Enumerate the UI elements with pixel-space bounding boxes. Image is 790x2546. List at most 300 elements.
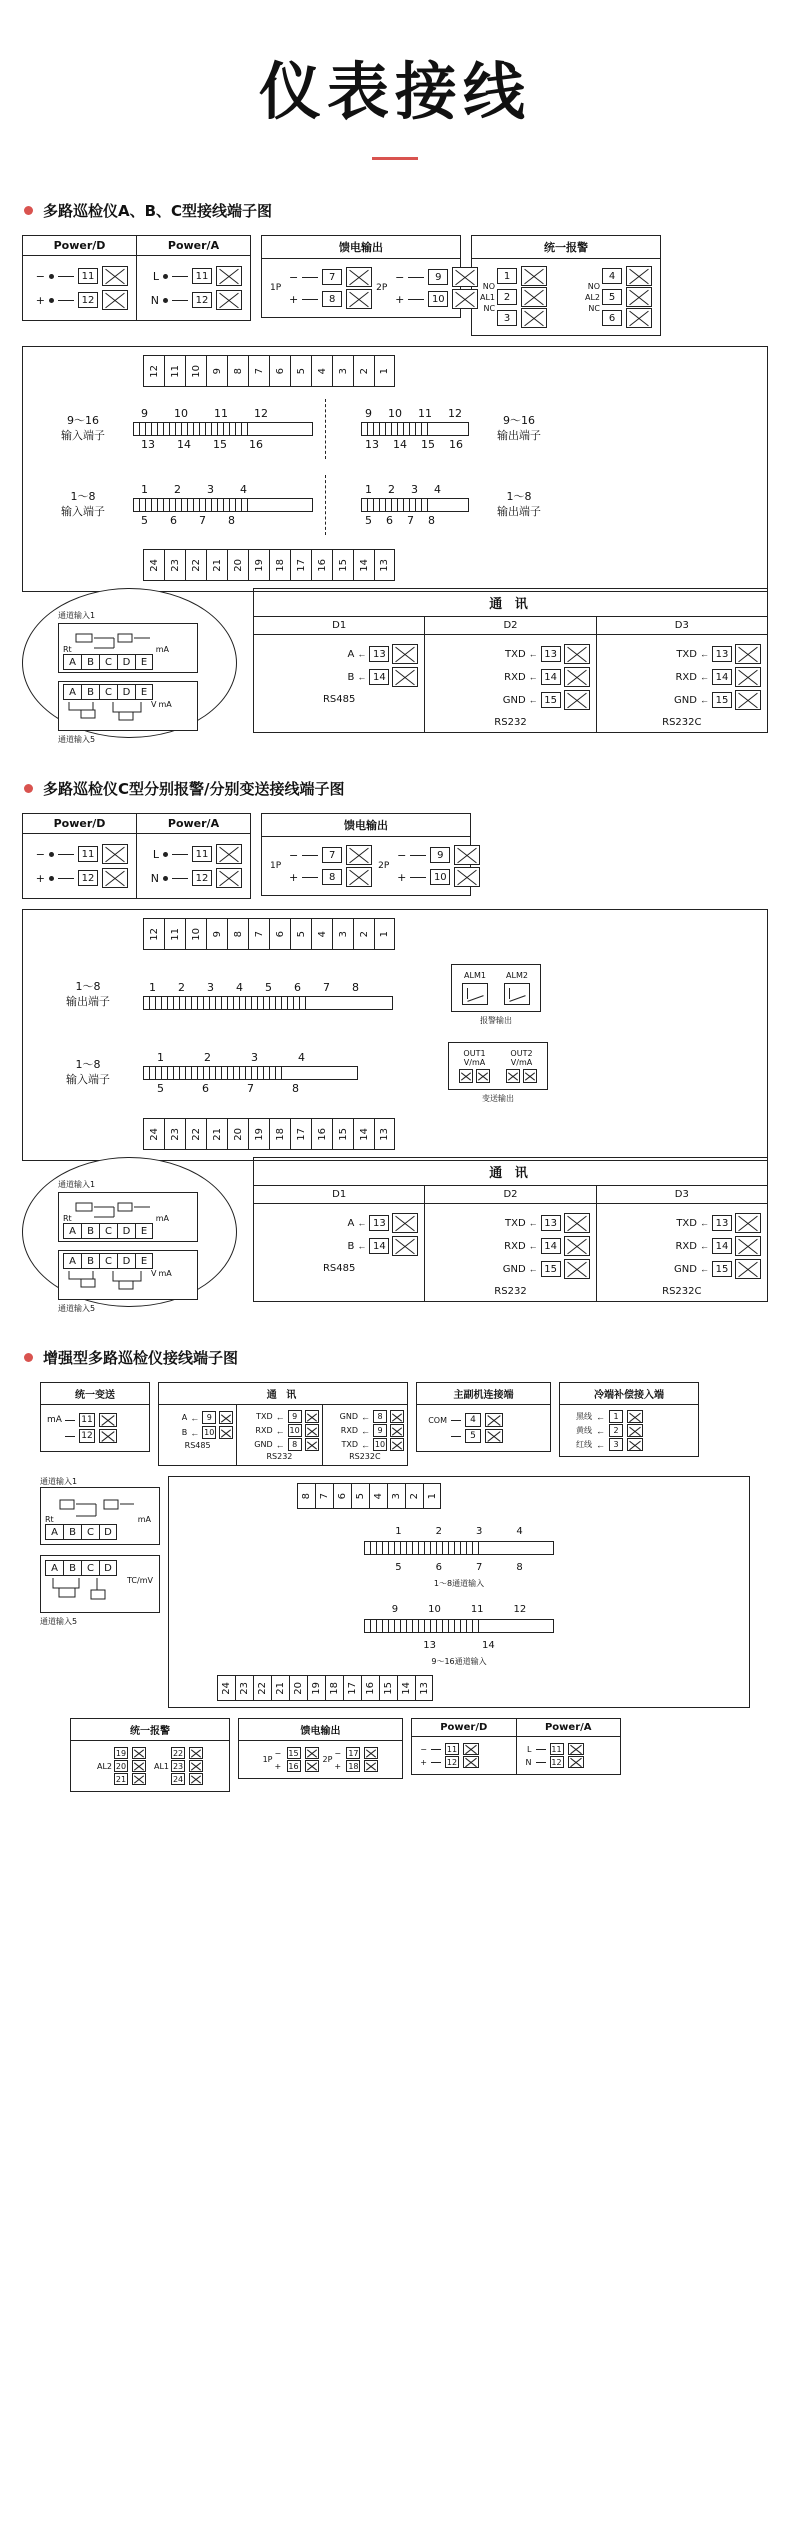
terminal-number: 9 [430,847,450,863]
power-card-1 [22,235,251,321]
terminal-dot-icon [49,852,54,857]
signal-name: TXD [256,1412,273,1421]
terminal-cell [353,1118,374,1150]
terminal-cell [206,549,227,581]
arrow-icon: ← [699,1218,709,1228]
relay-icon [504,983,530,1005]
terminal-row [114,1773,146,1785]
terminal-cell [185,1118,206,1150]
feed-output-card-2 [261,813,471,896]
terminal-number: 14 [177,438,191,451]
screw-terminal-icon [627,1410,643,1423]
signal-name: TXD [676,1217,697,1229]
terminal-cell [143,549,164,581]
bullet-icon [24,206,33,215]
terminal-row [31,868,128,888]
signal-name: GND [339,1412,358,1421]
arrow-icon: ← [699,1264,709,1274]
comm-col-header: D3 [597,1186,767,1204]
input-range-label-9-16: 9～16通道输入 [431,1657,487,1666]
screw-terminal-icon [626,287,652,307]
terminal-cell [351,1483,369,1509]
comm-row [326,1410,404,1423]
unified-alarm-title: 统一报警 [472,236,660,259]
terminal-row [145,844,242,864]
terminal-number: 10 [204,1428,215,1437]
terminal-number: 7 [407,514,414,527]
bullet-icon [24,1353,33,1362]
terminal-cell [423,1483,441,1509]
terminal-cell [369,1483,387,1509]
lead-line [408,277,424,278]
terminal-number: 2 [358,367,370,375]
terminal-number: 12 [448,407,462,420]
alarm-contact-label: NO [587,281,600,291]
output-pin-strip-9-16 [361,422,469,436]
signal-label: + [334,1761,342,1771]
rt-label: Rt [45,1515,54,1524]
terminal-cell [332,1118,353,1150]
terminal-number: 19 [253,558,265,572]
terminal-number: 20 [115,1761,127,1771]
lead-line [302,299,318,300]
terminal-number: 12 [254,407,268,420]
terminal-number: 9 [428,269,448,285]
terminal-dot-icon [163,298,168,303]
feed-output-title: 馈电输出 [262,814,470,837]
terminal-number: 10 [430,869,450,885]
terminal-row [417,1756,511,1768]
terminal-number: 7 [322,269,342,285]
arrow-icon: ← [190,1427,200,1438]
comm-col-footer: RS232 [494,1286,527,1297]
terminal-cell [311,918,332,950]
lead-line [172,854,188,855]
comm-col-d2 [425,1186,596,1301]
terminal-number: 4 [240,483,247,496]
terminal-number: 5 [395,1562,402,1573]
terminal-row [522,1743,616,1755]
power-card-3 [411,1718,621,1775]
terminal-number: 5 [295,930,307,938]
signal-label: + [288,292,299,306]
terminal-letter: B [81,1223,99,1239]
screw-terminal-icon [521,287,547,307]
terminal-cell [290,549,311,581]
cold-junction-card [559,1382,699,1457]
terminal-cell [269,355,290,387]
terminal-cell [217,1675,235,1701]
arrow-icon: ← [699,695,709,705]
signal-label: L [152,847,159,861]
terminal-number: 13 [712,1215,732,1231]
terminal-number: 5 [265,980,272,994]
terminal-number: 3 [337,367,349,375]
signal-name: GND [674,1263,697,1275]
arrow-icon: ← [528,695,538,705]
terminal-number: 13 [369,646,389,662]
ma-label: mA [155,645,169,654]
comm-table-1 [253,588,768,733]
channel-input-panel-3 [40,1476,160,1627]
screw-terminal-icon [626,266,652,286]
signal-name: RXD [675,1240,697,1252]
signal-name: B [347,1240,355,1252]
power-a-title: Power/A [517,1719,621,1737]
terminal-number: 19 [311,1681,322,1695]
terminal-number: 1 [365,483,372,496]
signal-label: − [274,1748,282,1758]
terminal-cell [164,1118,185,1150]
terminal-row [31,290,128,310]
arrow-icon: ← [528,1218,538,1228]
terminal-row [566,1438,692,1451]
screw-terminal-icon [521,308,547,328]
screw-terminal-icon [219,1426,233,1439]
arrow-icon: ← [275,1439,285,1450]
terminal-row [114,1760,146,1772]
lead-line [58,276,74,277]
lead-line [536,1749,546,1750]
screw-terminal-icon [392,1213,418,1233]
terminal-row [602,287,652,307]
input-terminal-label-1-8: 1～8 输入端子 [61,490,105,518]
terminal-number: 18 [274,558,286,572]
wiring-lines-icon [45,1576,125,1606]
terminal-number: 3 [497,310,517,326]
alarm-name: ALM2 [506,971,528,980]
terminal-letters-abcd [45,1560,155,1576]
screw-terminal-icon [564,1213,590,1233]
terminal-number: 20 [232,1127,244,1141]
feed-group-label: 2P [376,283,388,293]
comm-col-footer: RS485 [184,1441,211,1450]
section3-top-cards [40,1382,750,1466]
screw-terminal-icon [735,1259,761,1279]
terminal-cell [248,355,269,387]
terminal-number: 14 [541,1238,561,1254]
screw-terminal-icon [506,1069,520,1083]
comm-row [326,1424,404,1437]
terminal-dot-icon [49,876,54,881]
output-unit: V/mA [463,1058,486,1067]
section-1-label: 多路巡检仪A、B、C型接线端子图 [43,202,273,220]
alarm-name: AL1 [154,1761,170,1771]
ma-label: mA [155,1214,169,1223]
terminal-number: 6 [294,980,301,994]
arrow-icon: ← [357,1241,367,1251]
terminal-row [47,1429,143,1443]
terminal-number: 8 [322,291,342,307]
terminal-number: 12 [78,292,98,308]
terminal-row [497,266,547,286]
terminal-number: 13 [712,646,732,662]
terminal-cell [164,918,185,950]
unified-alarm-card-1 [471,235,661,336]
terminal-cell [353,918,374,950]
arrow-icon: ← [699,672,709,682]
terminal-number: 18 [348,1761,359,1771]
screw-terminal-icon [627,1424,643,1437]
terminal-number: 15 [383,1681,394,1695]
screw-terminal-icon [454,867,480,887]
alarm-name: AL1 [480,292,496,302]
terminal-number: 16 [316,1127,328,1141]
terminal-cell [415,1675,433,1701]
terminal-number: 17 [295,1127,307,1141]
channel-input-1-label: 通道输入1 [58,1180,96,1189]
terminal-number: 2 [409,1492,420,1500]
signal-name: RXD [504,1240,526,1252]
transmit-output-label: 变送输出 [482,1094,514,1103]
signal-name: GND [502,694,526,706]
terminal-number: 13 [541,1215,561,1231]
rt-label: Rt [63,1214,72,1223]
arrow-icon: ← [596,1425,605,1436]
terminal-cell [315,1483,333,1509]
terminal-letter: C [81,1524,99,1540]
terminal-number: 14 [393,438,407,451]
terminal-number: 9 [211,367,223,375]
signal-name: RXD [255,1426,273,1435]
terminal-cell [206,918,227,950]
arrow-icon: ← [357,1218,367,1228]
terminal-number: 12 [551,1757,562,1767]
bullet-icon [24,784,33,793]
terminal-row [47,1413,143,1427]
channel-input-5-label: 通道输入5 [58,1304,96,1313]
terminal-row [602,308,652,328]
alarm-contact-label: NO [482,281,496,291]
terminal-number: 11 [418,407,432,420]
comm-row [240,1438,318,1451]
signal-label: + [35,871,45,885]
terminal-letters-abcde [63,1253,193,1269]
arrow-icon: ← [361,1425,370,1436]
terminal-number: 22 [190,1127,202,1141]
screw-terminal-icon [459,1069,473,1083]
signal-name: A [181,1413,188,1422]
tc-mv-label: TC/mV [127,1576,153,1585]
feed-group-label: 1P [270,283,282,293]
screw-terminal-icon [216,266,242,286]
power-d-title: Power/D [412,1719,516,1737]
cold-junction-title: 冷端补偿接入端 [560,1383,698,1405]
terminal-number: 21 [275,1681,286,1695]
terminal-number: 3 [251,1051,258,1064]
terminal-number: 8 [428,514,435,527]
terminal-number: 14 [712,1238,732,1254]
terminal-number: 3 [476,1526,483,1537]
terminal-number: 13 [369,1215,389,1231]
comm-title: 通 讯 [159,1383,407,1405]
terminal-letter: A [63,654,81,670]
signal-label: − [420,1744,427,1754]
channel-wiring-diagram-bottom [58,681,198,731]
terminal-number: 12 [192,870,212,886]
section-3-label: 增强型多路巡检仪接线端子图 [43,1349,239,1367]
terminal-number: 14 [482,1640,495,1651]
feed-group-label: 1P [270,861,282,871]
terminal-letter: E [135,684,153,700]
input-pin-strip-9-16 [133,422,313,436]
comm-table-2 [253,1157,768,1302]
terminal-number: 15 [337,558,349,572]
terminal-cell [311,549,332,581]
terminal-cell [374,918,395,950]
terminal-letter: B [81,654,99,670]
alarm-output-box [451,964,541,1012]
terminal-number: 9 [365,407,372,420]
terminal-row [275,1760,319,1772]
terminal-row [145,290,242,310]
power-d-title: Power/D [23,236,136,256]
screw-terminal-icon [99,1429,117,1443]
terminal-number: 22 [172,1748,184,1758]
terminal-letter: B [81,1253,99,1269]
signal-name: RXD [675,671,697,683]
terminal-number: 15 [213,438,227,451]
terminal-letter: B [63,1560,81,1576]
screw-terminal-icon [390,1410,404,1423]
terminal-number: 13 [365,438,379,451]
bottom-terminal-strip-3 [217,1675,741,1701]
terminal-number: 14 [369,1238,389,1254]
channel-wiring-diagram-top [58,1192,198,1242]
terminal-row [566,1410,692,1423]
terminal-cell [269,549,290,581]
terminal-number: 24 [148,1127,160,1141]
terminal-number: 6 [202,1082,209,1095]
channel-input-callout-1 [22,588,237,744]
comm-col-d3 [597,1186,767,1301]
terminal-number: 7 [199,514,206,527]
terminal-cell [185,549,206,581]
terminal-number: 6 [386,514,393,527]
terminal-number: 6 [170,514,177,527]
screw-terminal-icon [735,690,761,710]
lead-line [58,300,74,301]
terminal-number: 5 [365,514,372,527]
terminal-number: 3 [337,930,349,938]
screw-terminal-icon [392,644,418,664]
section-2-label: 多路巡检仪C型分别报警/分别变送接线端子图 [43,780,345,798]
terminal-cell [332,918,353,950]
signal-name: B [347,671,355,683]
terminal-row [171,1747,203,1759]
power-card-2 [22,813,251,899]
signal-label: − [288,848,299,862]
terminal-number: 16 [449,438,463,451]
screw-terminal-icon [346,267,372,287]
screw-terminal-icon [523,1069,537,1083]
divider [325,475,349,535]
wire-color-label: 黑线 [576,1412,592,1421]
terminal-number: 15 [541,692,561,708]
screw-terminal-icon [392,1236,418,1256]
comm-col-d3 [597,617,767,732]
comm-row [260,1236,418,1256]
screw-terminal-icon [346,289,372,309]
screw-terminal-icon [568,1756,584,1768]
terminal-cell [353,355,374,387]
terminal-number: 16 [288,1761,299,1771]
comm-col-footer: RS485 [322,1263,356,1274]
comm-row [603,690,761,710]
terminal-number: 24 [148,558,160,572]
terminal-number: 9 [211,930,223,938]
terminal-number: 13 [423,1640,436,1651]
bottom-terminal-strip-2 [143,1118,757,1150]
terminal-number: 1 [141,483,148,496]
terminal-number: 11 [78,846,98,862]
terminal-cell [353,549,374,581]
terminal-number: 14 [401,1681,412,1695]
signal-label: − [397,848,407,862]
terminal-number: 13 [541,646,561,662]
lead-line [302,855,318,856]
terminal-number: 7 [253,367,265,375]
alarm-contact-label: NC [483,303,496,313]
terminal-number: 13 [141,438,155,451]
terminal-cell [289,1675,307,1701]
terminal-number: 18 [274,1127,286,1141]
comm-col-header: D1 [254,1186,424,1204]
comm-col-d3 [323,1405,407,1465]
terminal-cell [206,1118,227,1150]
terminal-number: 7 [322,847,342,863]
terminal-number: 4 [465,1413,481,1427]
terminal-cell [325,1675,343,1701]
terminal-row [392,867,480,887]
terminal-cell [253,1675,271,1701]
terminal-number: 8 [301,1492,312,1500]
screw-terminal-icon [216,290,242,310]
section-heading-1 [24,200,790,221]
terminal-number: 2 [435,1526,442,1537]
output-terminal-label-1-8: 1～8 输出端子 [66,980,110,1008]
screw-terminal-icon [305,1747,319,1759]
terminal-cell [227,918,248,950]
terminal-number: 23 [169,558,181,572]
terminal-number: 2 [497,289,517,305]
screw-terminal-icon [390,1424,404,1437]
terminal-number: 11 [470,1604,484,1615]
terminal-number: 1 [426,1492,438,1500]
terminal-number: 8 [373,1410,387,1423]
screw-terminal-icon [485,1429,503,1443]
terminal-number: 4 [316,930,328,938]
power-a-title: Power/A [137,814,250,834]
terminal-row [390,289,478,309]
power-a-title: Power/A [137,236,250,256]
comm-row [603,1236,761,1256]
signal-name: TXD [341,1440,358,1449]
screw-terminal-icon [476,1069,490,1083]
terminal-dot-icon [163,852,168,857]
section-heading-3 [24,1347,790,1368]
arrow-icon: ← [361,1411,370,1422]
feed-group-label: 1P [262,1755,273,1764]
terminal-number: 4 [434,483,441,496]
comm-col-footer: RS232C [662,1286,702,1297]
terminal-cell [143,355,164,387]
terminal-number: 20 [293,1681,304,1695]
terminal-cell [185,355,206,387]
signal-name: A [347,1217,355,1229]
screw-terminal-icon [735,1236,761,1256]
terminal-number: 10 [289,1426,300,1435]
